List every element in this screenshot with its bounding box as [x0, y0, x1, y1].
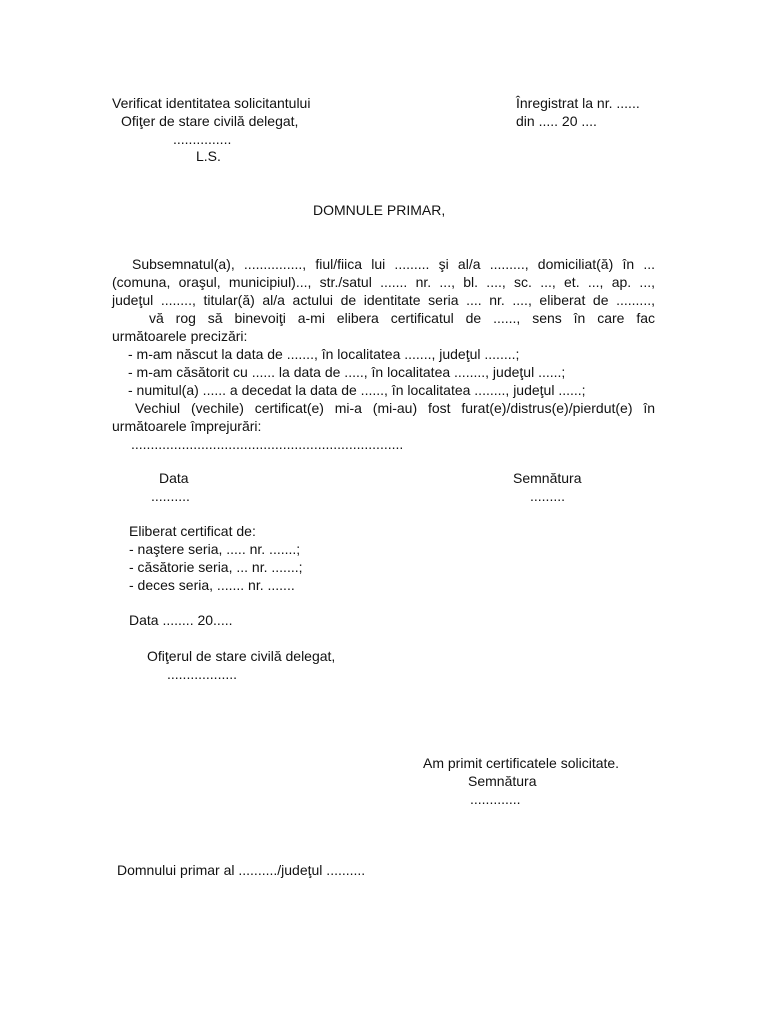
- issued-heading: Eliberat certificat de:: [129, 523, 256, 539]
- officer-label: Ofiţerul de stare civilă delegat,: [147, 648, 336, 664]
- registration-date-label: din ..... 20 ....: [516, 113, 597, 129]
- officer-signature-dots: ...............: [173, 131, 232, 147]
- marriage-statement: - m-am căsătorit cu ...... la data de ....., în localitatea ........, judeţul ......;: [128, 364, 566, 380]
- page-title: DOMNULE PRIMAR,: [313, 202, 446, 218]
- body-line: Subsemnatul(a), ..............., fiul/fiica lui ......... şi al/a ........., domiciliat(ă) în ...: [132, 256, 655, 272]
- signature-dots: .........: [530, 488, 566, 504]
- verified-identity-label: Verificat identitatea solicitantului: [112, 95, 311, 111]
- body-line: următoarele împrejurări:: [112, 418, 262, 434]
- body-line: următoarele precizări:: [112, 328, 248, 344]
- receipt-signature-dots: .............: [470, 791, 521, 807]
- issued-marriage: - căsătorie seria, ... nr. .......;: [129, 559, 303, 575]
- body-line: (comuna, oraşul, municipiul)..., str./satul ....... nr. ..., bl. ...., sc. ..., et. ..., ap. ...,: [112, 274, 655, 290]
- officer-dots: ..................: [167, 666, 238, 682]
- registration-number-label: Înregistrat la nr. ......: [516, 95, 640, 111]
- death-statement: - numitul(a) ...... a decedat la data de ......, în localitatea ........, judeţul ......;: [128, 382, 586, 398]
- signature-label: Semnătura: [513, 470, 582, 486]
- delegated-officer-label: Ofiţer de stare civilă delegat,: [121, 113, 299, 129]
- circumstances-dots: ......................................................................: [131, 436, 404, 452]
- issue-date: Data ........ 20.....: [129, 612, 233, 628]
- issued-birth: - naştere seria, ..... nr. .......;: [129, 541, 301, 557]
- body-line: Vechiul (vechile) certificat(e) mi-a (mi-au) fost furat(e)/distrus(e)/pierdut(e) în: [135, 400, 655, 416]
- birth-statement: - m-am născut la data de ......., în localitatea ......., judeţul ........;: [128, 346, 520, 362]
- date-label: Data: [159, 470, 189, 486]
- body-line: vă rog să binevoiţi a-mi elibera certificatul de ......, sens în care fac: [149, 310, 655, 326]
- receipt-signature-label: Semnătura: [468, 773, 537, 789]
- request-body: [112, 255, 655, 453]
- body-line: judeţul ........, titular(ă) al/a actului de identitate seria .... nr. ...., eliberat de .........,: [112, 292, 655, 308]
- issued-death: - deces seria, ....... nr. .......: [129, 577, 295, 593]
- date-dots: ..........: [151, 488, 190, 504]
- receipt-label: Am primit certificatele solicitate.: [423, 755, 620, 771]
- stamp-label: L.S.: [196, 148, 221, 164]
- addressee-line: Domnului primar al ........../judeţul ..........: [117, 862, 366, 878]
